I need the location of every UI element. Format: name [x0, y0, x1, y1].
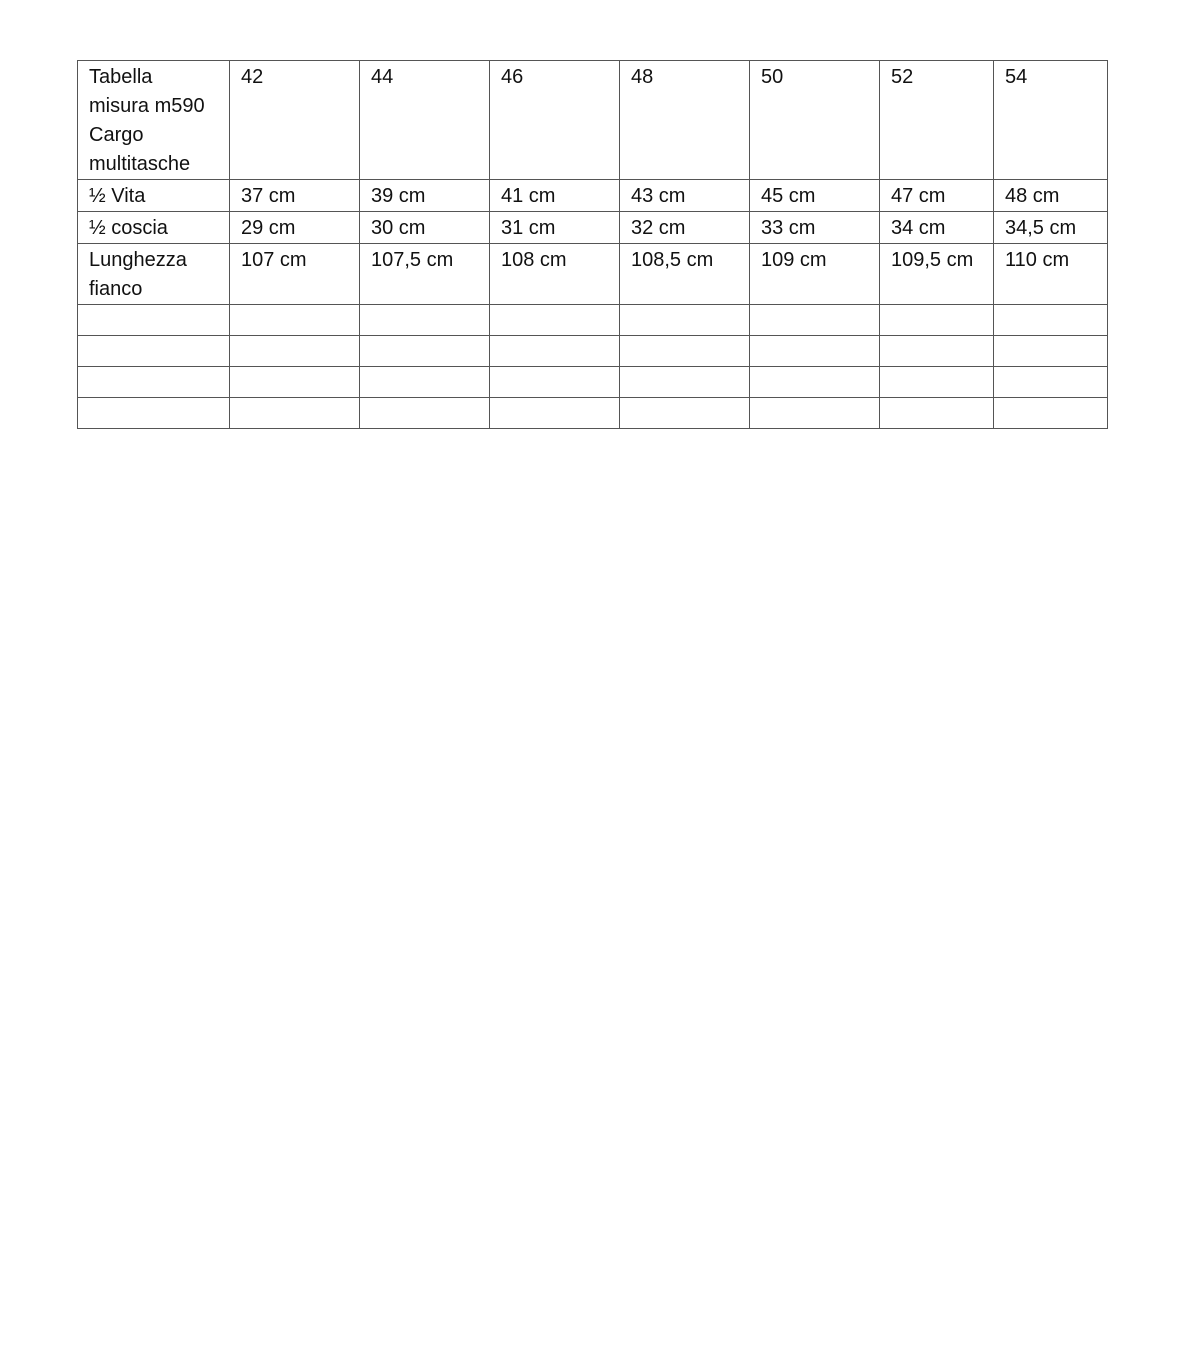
- table-cell: 30 cm: [360, 212, 490, 244]
- empty-table-row: [78, 305, 1108, 336]
- empty-table-row: [78, 398, 1108, 429]
- empty-cell: [994, 367, 1108, 398]
- empty-cell: [360, 367, 490, 398]
- table-row-half-waist: [78, 180, 1108, 212]
- size-header-cell: 50: [750, 61, 880, 180]
- empty-cell: [360, 305, 490, 336]
- empty-cell: [620, 398, 750, 429]
- empty-cell: [78, 305, 230, 336]
- empty-cell: [880, 305, 994, 336]
- empty-cell: [230, 336, 360, 367]
- row-label-cell: ½ Vita: [78, 180, 230, 212]
- empty-cell: [994, 336, 1108, 367]
- table-row-half-thigh: [78, 212, 1108, 244]
- size-header-cell: 46: [490, 61, 620, 180]
- row-label-cell: ½ coscia: [78, 212, 230, 244]
- size-header-cell: 52: [880, 61, 994, 180]
- table-cell: 110 cm: [994, 244, 1108, 305]
- size-chart-table: [77, 60, 1108, 429]
- table-cell: 108,5 cm: [620, 244, 750, 305]
- size-header-cell: 54: [994, 61, 1108, 180]
- size-header-cell: 44: [360, 61, 490, 180]
- empty-cell: [880, 336, 994, 367]
- empty-cell: [620, 367, 750, 398]
- table-cell: 34 cm: [880, 212, 994, 244]
- empty-cell: [490, 336, 620, 367]
- empty-cell: [880, 398, 994, 429]
- empty-cell: [750, 398, 880, 429]
- table-cell: 108 cm: [490, 244, 620, 305]
- table-cell: 48 cm: [994, 180, 1108, 212]
- table-cell: 45 cm: [750, 180, 880, 212]
- empty-cell: [230, 398, 360, 429]
- table-cell: 31 cm: [490, 212, 620, 244]
- table-cell: 47 cm: [880, 180, 994, 212]
- row-label-cell: Lunghezza fianco: [78, 244, 230, 305]
- empty-cell: [490, 398, 620, 429]
- empty-cell: [78, 398, 230, 429]
- table-title-cell: Tabella misura m590 Cargo multitasche: [78, 61, 230, 180]
- table-cell: 29 cm: [230, 212, 360, 244]
- size-header-cell: 48: [620, 61, 750, 180]
- empty-cell: [360, 398, 490, 429]
- empty-cell: [620, 336, 750, 367]
- empty-cell: [230, 367, 360, 398]
- table-header-row: [78, 61, 1108, 180]
- table-cell: 37 cm: [230, 180, 360, 212]
- table-cell: 107 cm: [230, 244, 360, 305]
- table-cell: 43 cm: [620, 180, 750, 212]
- empty-cell: [750, 367, 880, 398]
- empty-cell: [994, 305, 1108, 336]
- table-cell: 34,5 cm: [994, 212, 1108, 244]
- empty-cell: [750, 305, 880, 336]
- empty-table-row: [78, 367, 1108, 398]
- table-cell: 32 cm: [620, 212, 750, 244]
- empty-cell: [620, 305, 750, 336]
- empty-cell: [360, 336, 490, 367]
- table-cell: 41 cm: [490, 180, 620, 212]
- table-cell: 109,5 cm: [880, 244, 994, 305]
- empty-cell: [490, 367, 620, 398]
- table-cell: 107,5 cm: [360, 244, 490, 305]
- table-cell: 39 cm: [360, 180, 490, 212]
- empty-cell: [78, 367, 230, 398]
- empty-cell: [994, 398, 1108, 429]
- empty-cell: [230, 305, 360, 336]
- size-header-cell: 42: [230, 61, 360, 180]
- table-cell: 109 cm: [750, 244, 880, 305]
- empty-cell: [750, 336, 880, 367]
- table-cell: 33 cm: [750, 212, 880, 244]
- empty-cell: [880, 367, 994, 398]
- empty-cell: [78, 336, 230, 367]
- empty-table-row: [78, 336, 1108, 367]
- table-row-side-length: [78, 244, 1108, 305]
- empty-cell: [490, 305, 620, 336]
